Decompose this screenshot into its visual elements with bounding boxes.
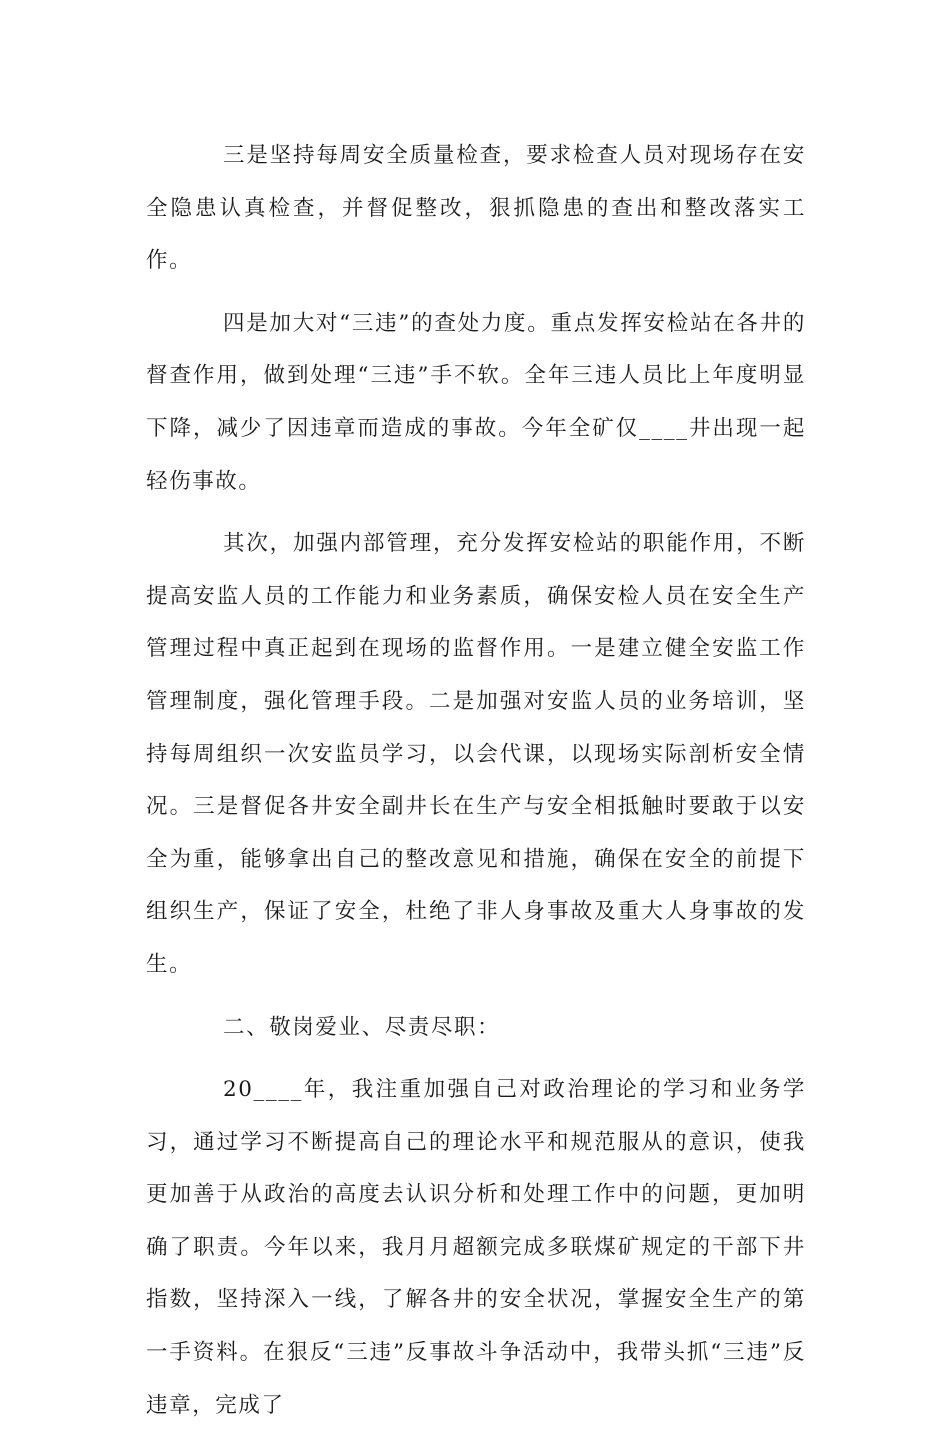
paragraph-safety-inspection: 三是坚持每周安全质量检查，要求检查人员对现场存在安全隐患认真检查，并督促整改，狠抓隐患的查出和整改落实工作。 [146,143,806,274]
section-heading: 二、敬岗爱业、尽责尽职： [223,1014,501,1040]
paragraph-political-study: 20____年，我注重加强自己对政治理论的学习和业务学习，通过学习不断提高自己的理论水平和规范服从的意识，使我更加善于从政治的高度去认识分析和处理工作中的问题，更加明确了职责。今年以来，我月月超额完成多联煤矿规定的干部下井指数，坚持深入一线，了解各井的安全状况，掌握安全生产的第一手资料。在狠反“三违”反事故斗争活动中，我带头抓“三违”反违章，完成了 [146,1077,806,1418]
document-body [146,130,806,1432]
paragraph-three-violations: 四是加大对“三违”的查处力度。重点发挥安检站在各井的督查作用，做到处理“三违”手不软。全年三违人员比上年度明显下降，减少了因违章而造成的事故。今年全矿仅____井出现一起轻伤事故。 [146,310,806,494]
paragraph-internal-management: 其次，加强内部管理，充分发挥安检站的职能作用，不断提高安监人员的工作能力和业务素质，确保安检人员在安全生产管理过程中真正起到在现场的监督作用。一是建立健全安监工作管理制度，强化管理手段。二是加强对安监人员的业务培训，坚持每周组织一次安监员学习，以会代课，以现场实际剖析安全情况。三是督促各井安全副井长在生产与安全相抵触时要敢于以安全为重，能够拿出自己的整改意见和措施，确保在安全的前提下组织生产，保证了安全，杜绝了非人身事故及重大人身事故的发生。 [146,531,806,977]
